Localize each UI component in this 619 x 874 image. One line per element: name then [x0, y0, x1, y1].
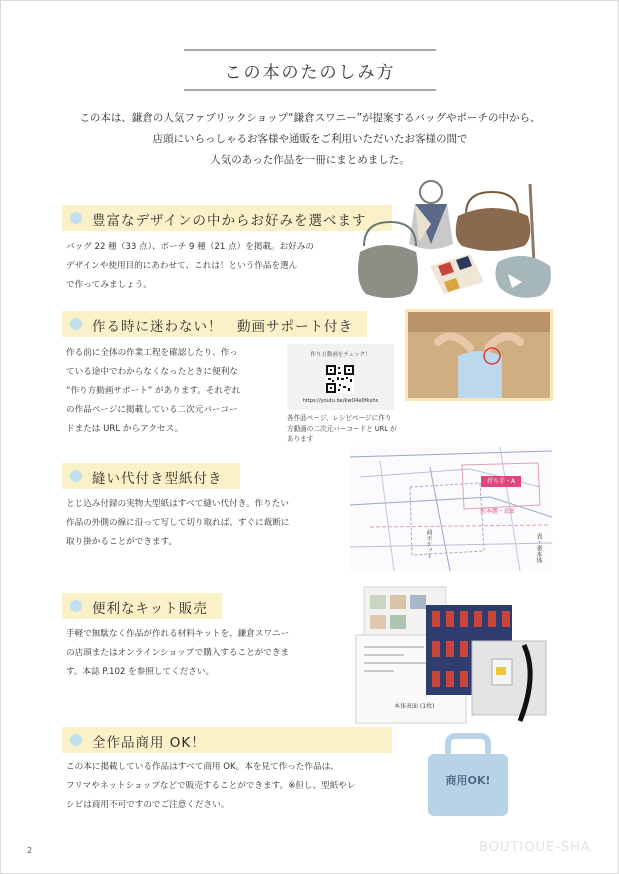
section-heading-video — [62, 311, 367, 337]
pattern-label-vertical: 前ポケット — [425, 529, 432, 559]
intro-line: 人気のあった作品を一冊にまとめました。 — [210, 154, 410, 166]
caption-line: 方動画の二次元バーコードと URL が — [287, 424, 397, 433]
text-line: ている途中でわからなくなったときに便利な — [66, 367, 238, 377]
page-number: 2 — [27, 846, 33, 855]
text-line: 作品の外側の線に沿って写して切り取れば、すぐに裁断に — [66, 518, 290, 528]
section-heading-commercial — [62, 727, 392, 753]
text-line: フリマやネットショップなどで販売することができます。※但し、型紙やレ — [66, 781, 356, 791]
title-rule-bottom — [184, 89, 436, 91]
intro-line: この本は、鎌倉の人気ファブリックショップ“鎌倉スワニー”が提案するバッグやポーチの中から、 — [79, 112, 541, 124]
section-title: 縫い代付き型紙付き — [92, 471, 223, 487]
text-line: の店頭またはオンラインショップで購入することができま — [66, 648, 290, 658]
page-title: この本のたのしみ方 — [224, 63, 396, 83]
video-still-photo — [405, 309, 553, 401]
title-rule-top — [184, 49, 436, 51]
pattern-label-text: 前本體・底B — [479, 508, 515, 515]
section-title: 豊富なデザインの中からお好みを選べます — [92, 213, 367, 229]
text-line: この本に掲載している作品はすべて商用 OK。本を見て作った作品は、 — [66, 762, 339, 772]
bullet-icon — [70, 318, 82, 330]
text-line: す。本誌 P.102 を参照してください。 — [66, 667, 215, 677]
text-line: 手軽で無駄なく作品が作れる材料キットを、鎌倉スワニー — [66, 629, 290, 639]
qr-url[interactable]: https://youtu.be/kwO4e0fkxhs — [302, 398, 379, 404]
text-line: ドまたは URL からアクセス。 — [66, 424, 184, 434]
text-line: デザインや使用目的にあわせて、これは！という作品を選ん — [66, 261, 298, 271]
qr-caption — [287, 413, 399, 445]
text-line: “作り方動画サポート” があります。それぞれ — [66, 386, 241, 396]
text-line: 取り掛かることができます。 — [66, 537, 178, 547]
pattern-label-pink: 持ち手・A — [481, 476, 521, 487]
bags-photo — [358, 174, 558, 300]
section-heading-pattern — [62, 463, 240, 489]
text-line: の作品ページに掲載している二次元バーコー — [66, 405, 238, 415]
kit-card-label: 本体表面 (1枚) — [394, 703, 435, 710]
text-line: バッグ 22 種（33 点）、ポーチ 9 種（21 点）を掲載。お好みの — [66, 242, 315, 252]
section-text-pattern — [66, 495, 351, 552]
text-line: シピは商用不可ですのでご注意ください。 — [66, 800, 230, 810]
commercial-ok-badge — [418, 732, 518, 818]
text-line: とじ込み付録の実物大型紙はすべて縫い代付き。作りたい — [66, 499, 289, 509]
intro-paragraph — [30, 108, 590, 171]
section-text-video — [66, 344, 281, 439]
commercial-ok-label: 商用OK! — [445, 774, 491, 787]
section-heading-kit — [62, 593, 222, 619]
kit-photo — [354, 585, 552, 725]
bullet-icon — [70, 734, 82, 746]
text-line: 作る前に全体の作業工程を確認したり、作っ — [66, 348, 238, 358]
section-title: 全作品商用 OK！ — [92, 735, 206, 751]
section-text-kit — [66, 625, 356, 682]
publisher-watermark: BOUTIQUE-SHA — [479, 840, 591, 855]
section-text-designs — [66, 238, 356, 295]
section-heading-designs — [62, 205, 392, 231]
bullet-icon — [70, 212, 82, 224]
pattern-label-vertical: 表・裏本体 — [535, 533, 542, 563]
pattern-sheet-image — [350, 447, 552, 571]
qr-code-icon[interactable] — [326, 365, 354, 393]
section-title: 便利なキット販売 — [92, 601, 208, 617]
text-line: で作ってみましょう。 — [66, 280, 152, 290]
caption-line: 各作品ページ、レシピページに作り — [287, 414, 392, 422]
caption-line: あります — [287, 435, 314, 443]
qr-card — [287, 344, 394, 410]
intro-line: 店頭にいらっしゃるお客様や通販をご利用いただいたお客様の間で — [152, 133, 468, 145]
bullet-icon — [70, 600, 82, 612]
section-text-commercial — [66, 758, 406, 815]
qr-card-title: 作り方動画をチェック！ — [310, 352, 371, 358]
bullet-icon — [70, 470, 82, 482]
section-title: 作る時に迷わない！ 動画サポート付き — [92, 319, 353, 335]
